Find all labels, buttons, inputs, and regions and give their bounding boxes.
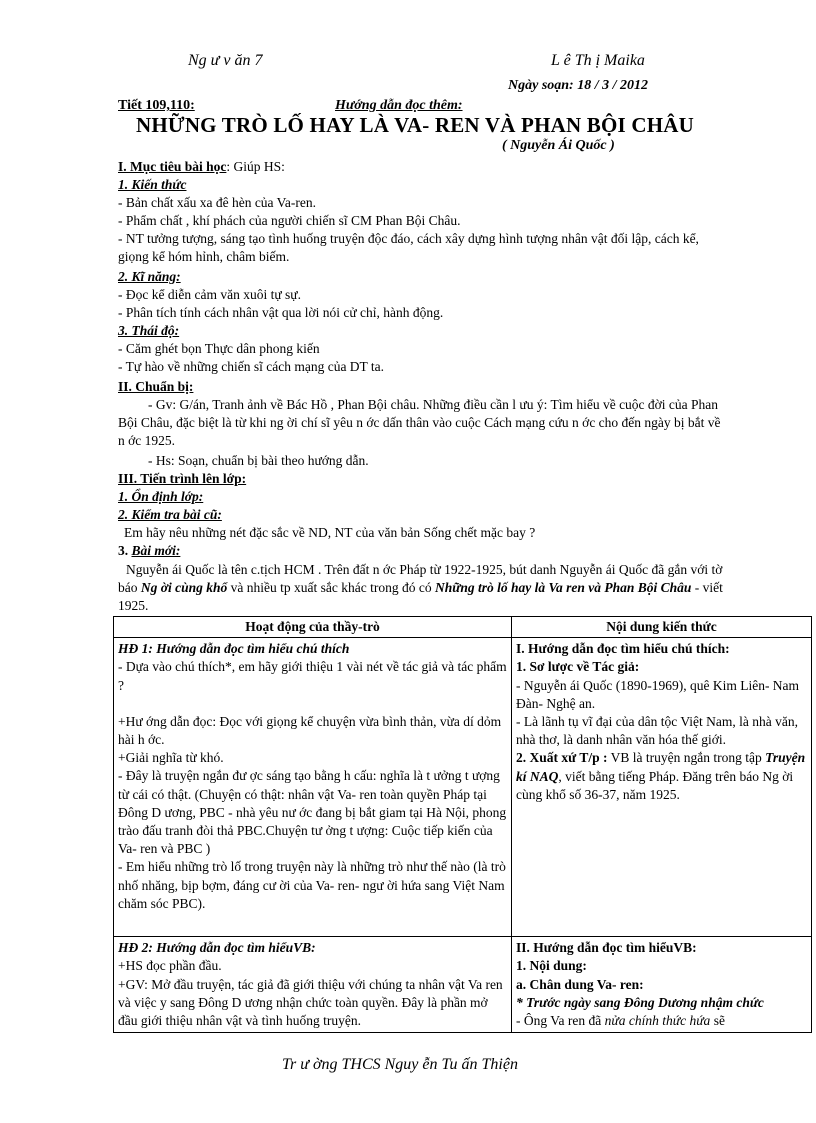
step-3: 3. Bài mới: bbox=[118, 543, 181, 558]
attitude-item: - Căm ghét bọn Thực dân phong kiến bbox=[118, 341, 320, 356]
author-header: L ê Th ị Maika bbox=[551, 52, 645, 69]
content-subtitle: a. Chân dung Va- ren: bbox=[516, 976, 644, 992]
activity-text: +Hư ớng dẫn đọc: Đọc với giọng kể chuyện vừa bình thản, vừa dí dỏm hài h ớc. bbox=[118, 713, 502, 748]
activity-text: +GV: Mở đầu truyện, tác giả đã giới thiệu với chúng ta nhân vật Va ren và việc y sang Đông D ương nhận chức toàn quyền. Đây là phần mở đầu giới thiệu nhân vật và tình huống truyện. bbox=[118, 976, 503, 1029]
intro-paragraph: Nguyễn ái Quốc là tên c.tịch HCM . Trên đất n ớc Pháp từ 1922-1925, bút danh Nguyễn ái Quốc đã gắn với tờ báo Ng ời cùng khổ và nhiều tp xuất sắc khác trong đó có Những trò lố hay là Va ren và Phan Bội Châu - viết 1925. bbox=[118, 562, 723, 613]
subject-header: Ng ư v ăn 7 bbox=[188, 52, 263, 69]
step-1: 1. Ổn định lớp: bbox=[118, 489, 204, 504]
activity-cell-2 bbox=[114, 937, 512, 1033]
knowledge-title: 1. Kiến thức bbox=[118, 177, 187, 192]
activity-text: - Đây là truyện ngắn đư ợc sáng tạo bằng h cấu: nghĩa là t ưởng t ượng từ cái có thật. (Chuyện có thật: nhân vật Va- ren toàn quyền Pháp tại Đông D ương, PBC - nhà yêu nư ớc đang bị bắt giam tại Hà Nội, phong trào đấu tranh đòi thả PBC.Chuyện tư ởng t ượng: Cuộc tiếp kiến của Va- ren và PBC ) bbox=[118, 768, 507, 857]
old-lesson-question: Em hãy nêu những nét đặc sắc về ND, NT của văn bản Sống chết mặc bay ? bbox=[124, 525, 536, 540]
process-heading: III. Tiến trình lên lớp: bbox=[118, 471, 247, 486]
content-subtitle: * Trước ngày sang Đông Dương nhậm chức bbox=[516, 994, 764, 1010]
activity-text: - Em hiểu những trò lố trong truyện này là những trò như thế nào (là trò nhố nhăng, bịp bợm, đáng cư ời của Va- ren- ngư ời hứa sang Việt Nam chăm sóc PBC). bbox=[118, 859, 506, 911]
lesson-table bbox=[113, 616, 812, 1033]
content-text: - Nguyễn ái Quốc (1890-1969), quê Kim Liên- Nam Đàn- Nghệ an. bbox=[516, 677, 800, 711]
lesson-author: ( Nguyễn Ái Quốc ) bbox=[502, 138, 615, 153]
hd1-title: HĐ 1: Hướng dẫn đọc tìm hiểu chú thích bbox=[118, 641, 350, 657]
activity-text: - Dựa vào chú thích*, em hãy giới thiệu 1 vài nét về tác giả và tác phẩm ? bbox=[118, 659, 507, 693]
knowledge-item: - Bản chất xấu xa đê hèn của Va-ren. bbox=[118, 195, 317, 210]
content-text: - Là lãnh tụ vĩ đại của dân tộc Việt Nam, là nhà văn, nhà thơ, là danh nhân văn hóa thế giới. bbox=[516, 714, 798, 748]
footer-school: Tr ư ờng THCS Nguy ễn Tu ấn Thiện bbox=[282, 1056, 518, 1073]
skills-title: 2. Kĩ năng: bbox=[118, 269, 181, 284]
attitude-item: - Tự hào về những chiến sĩ cách mạng của DT ta. bbox=[118, 359, 385, 374]
prep-heading: II. Chuẩn bị: bbox=[118, 379, 194, 394]
activity-text: +HS đọc phần đầu. bbox=[118, 958, 222, 974]
step-2: 2. Kiểm tra bài cũ: bbox=[118, 507, 222, 522]
skills-item: - Phân tích tính cách nhân vật qua lời nói cử chỉ, hành động. bbox=[118, 305, 444, 320]
skills-item: - Đọc kể diễn cảm văn xuôi tự sự. bbox=[118, 287, 301, 302]
prep-gv: - Gv: G/án, Tranh ảnh về Bác Hồ , Phan Bội châu. Những điều cần l ưu ý: Tìm hiểu về cuộc đời của Phan Bội Châu, đặc biệt là từ khi ng ời chí sĩ yêu n ớc dấn thân vào cuộc Cách mạng cứu n ớc cho đến ngày bị bắt về n ớc 1925. bbox=[118, 397, 721, 448]
activity-text: +Giải nghĩa từ khó. bbox=[118, 750, 224, 766]
prep-hs: - Hs: Soạn, chuẩn bị bài theo hướng dẫn. bbox=[148, 453, 369, 468]
col-header-content: Nội dung kiến thức bbox=[512, 617, 812, 638]
lesson-type: Hướng dẫn đọc thêm: bbox=[335, 98, 463, 113]
date-line: Ngày soạn: 18 / 3 / 2012 bbox=[508, 78, 648, 93]
activity-cell-1 bbox=[114, 638, 512, 937]
col-header-activity: Hoạt động của thầy-trò bbox=[114, 617, 512, 638]
content-text: 2. Xuất xứ T/p : VB là truyện ngắn trong tập Truyện kí NAQ, viết bằng tiếng Pháp. Đăng trên báo Ng ời cùng khổ số 36-37, năm 1925. bbox=[516, 750, 806, 802]
section-ii-title: II. Hướng dẫn đọc tìm hiểuVB: bbox=[516, 940, 697, 956]
knowledge-item: - NT tưởng tượng, sáng tạo tình huống truyện độc đáo, cách xây dựng hình tượng nhân vật đối lập, cách kể, giọng kể hóm hỉnh, châm biếm. bbox=[118, 231, 699, 264]
author-subtitle: 1. Sơ lược về Tác giả: bbox=[516, 659, 640, 675]
lesson-title: NHỮNG TRÒ LỐ HAY LÀ VA- REN VÀ PHAN BỘI CHÂU bbox=[136, 113, 694, 137]
hd2-title: HĐ 2: Hướng dẫn đọc tìm hiểuVB: bbox=[118, 940, 316, 956]
attitude-title: 3. Thái độ: bbox=[118, 323, 180, 338]
content-subtitle: 1. Nội dung: bbox=[516, 958, 587, 974]
knowledge-item: - Phẩm chất , khí phách của người chiến sĩ CM Phan Bội Châu. bbox=[118, 213, 461, 228]
content-cell-2 bbox=[512, 937, 812, 1033]
lesson-code: Tiết 109,110: bbox=[118, 98, 195, 113]
content-text: - Ông Va ren đã nửa chính thức hứa sẽ bbox=[516, 1013, 725, 1029]
section-i-title: I. Hướng dẫn đọc tìm hiểu chú thích: bbox=[516, 641, 730, 657]
content-cell-1 bbox=[512, 638, 812, 937]
objectives-heading: I. Mục tiêu bài học: Giúp HS: bbox=[118, 159, 285, 174]
